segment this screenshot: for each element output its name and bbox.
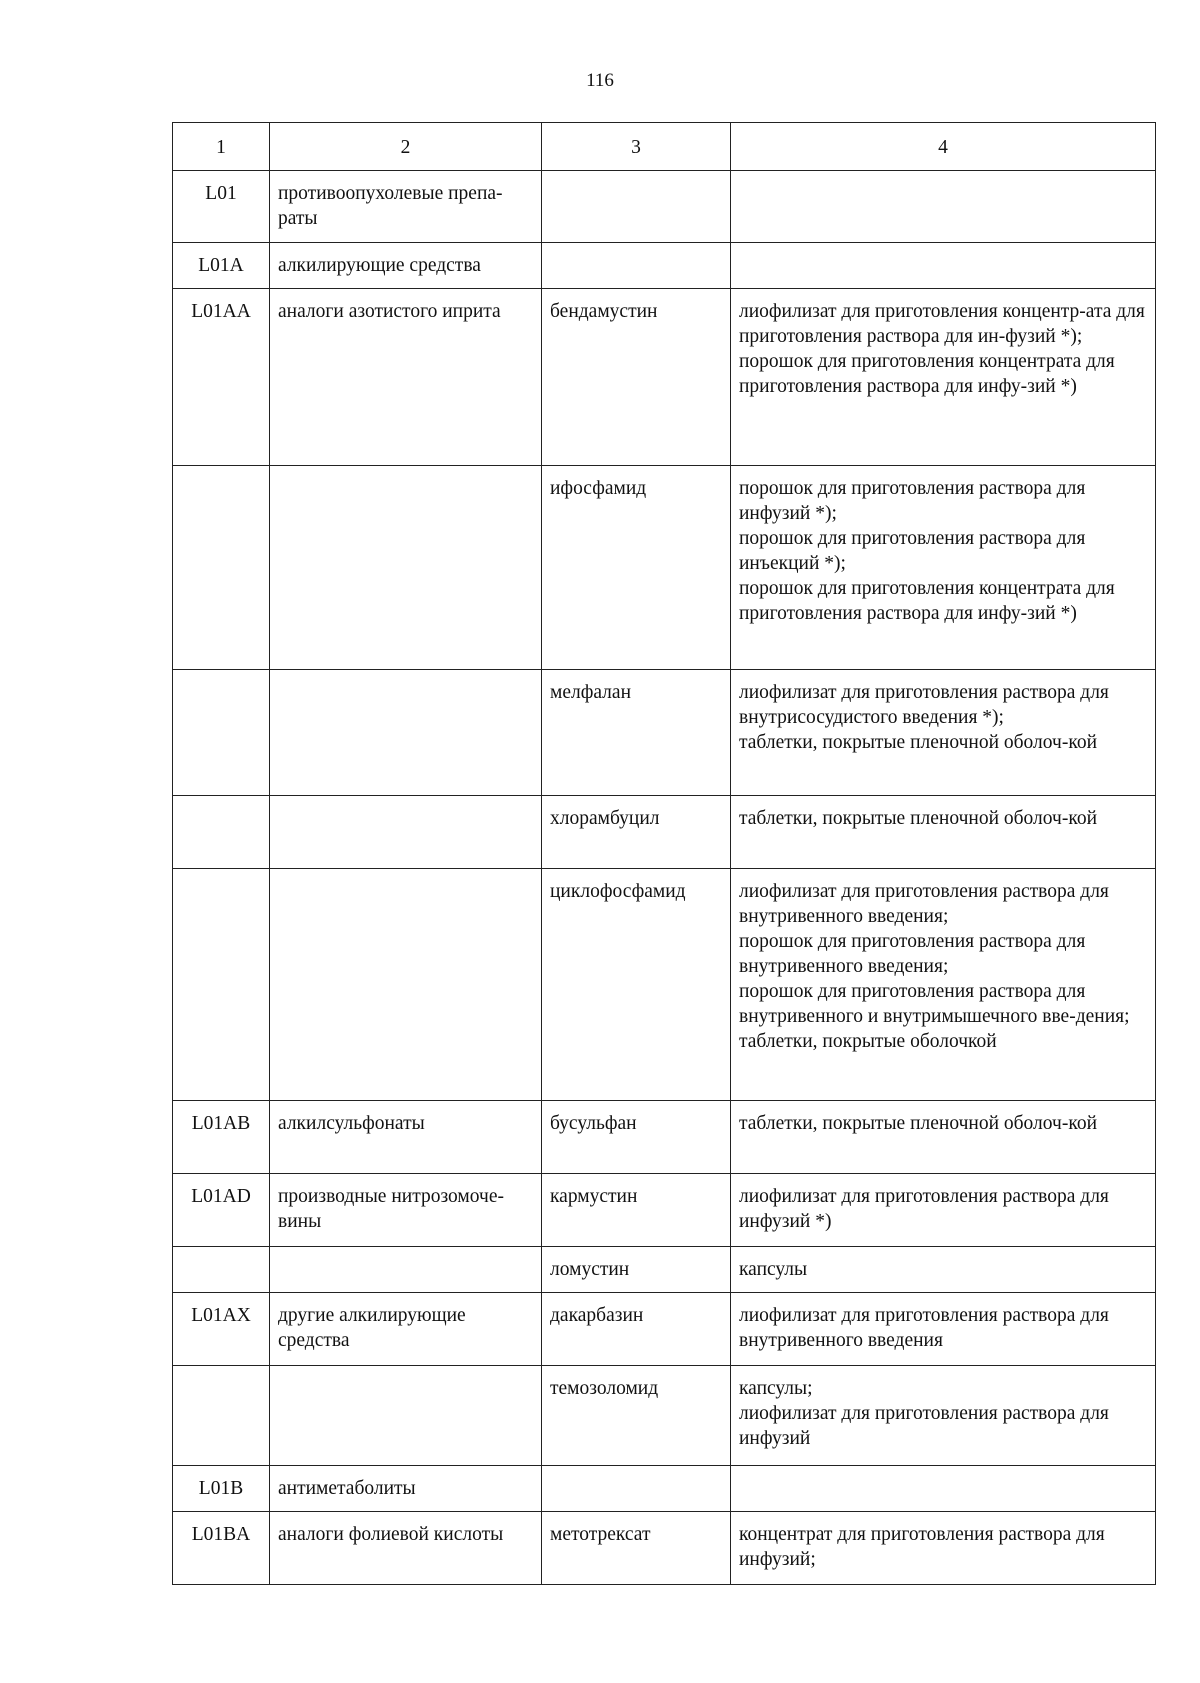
drug-name-cell: ифосфамид [542, 466, 731, 670]
dosage-form: таблетки, покрытые оболочкой [739, 1031, 997, 1052]
drug-name-cell [542, 1466, 731, 1512]
column-header: 2 [270, 123, 542, 171]
dosage-form: лиофилизат для приготовления раствора для внутривенного введения [739, 1305, 1109, 1351]
dosage-form: лиофилизат для приготовления концентр-ата для приготовления раствора для ин-фузий *); [739, 301, 1145, 347]
table-body [173, 171, 1156, 1585]
header-row [173, 123, 1156, 171]
table-row [173, 1512, 1156, 1585]
dosage-form: лиофилизат для приготовления раствора для внутривенного введения; [739, 881, 1109, 927]
atc-code-cell: L01AX [173, 1293, 270, 1366]
group-name-cell: антиметаболиты [270, 1466, 542, 1512]
drug-table [172, 122, 1156, 1585]
table-row [173, 1101, 1156, 1174]
dosage-forms-cell [731, 1512, 1156, 1585]
atc-code-cell: L01A [173, 243, 270, 289]
group-name-cell [270, 1247, 542, 1293]
drug-name-cell: темозоломид [542, 1366, 731, 1466]
group-name-cell: производные нитрозомоче-вины [270, 1174, 542, 1247]
dosage-form: капсулы [739, 1259, 808, 1280]
drug-name-cell: ломустин [542, 1247, 731, 1293]
dosage-forms-cell [731, 670, 1156, 796]
atc-code-cell: L01AB [173, 1101, 270, 1174]
drug-name-cell: метотрексат [542, 1512, 731, 1585]
dosage-forms-cell [731, 1247, 1156, 1293]
dosage-form: порошок для приготовления раствора для инъекций *); [739, 528, 1086, 574]
table-row [173, 1247, 1156, 1293]
atc-code-cell: L01 [173, 171, 270, 243]
drug-name-cell [542, 243, 731, 289]
dosage-form: капсулы; [739, 1378, 813, 1399]
dosage-form: концентрат для приготовления раствора для инфузий; [739, 1524, 1105, 1570]
dosage-forms-cell [731, 171, 1156, 243]
dosage-forms-cell [731, 289, 1156, 466]
group-name-cell [270, 869, 542, 1101]
table-row [173, 171, 1156, 243]
dosage-forms-cell [731, 1466, 1156, 1512]
dosage-forms-cell [731, 1174, 1156, 1247]
dosage-form: таблетки, покрытые пленочной оболоч-кой [739, 808, 1097, 829]
atc-code-cell [173, 466, 270, 670]
table-row [173, 1174, 1156, 1247]
dosage-forms-cell [731, 1293, 1156, 1366]
drug-name-cell: бусульфан [542, 1101, 731, 1174]
table-row [173, 670, 1156, 796]
dosage-form: таблетки, покрытые пленочной оболоч-кой [739, 1113, 1097, 1134]
column-header: 4 [731, 123, 1156, 171]
group-name-cell: аналоги фолиевой кислоты [270, 1512, 542, 1585]
dosage-forms-cell [731, 466, 1156, 670]
dosage-form: лиофилизат для приготовления раствора для инфузий [739, 1403, 1109, 1449]
group-name-cell: алкилирующие средства [270, 243, 542, 289]
dosage-form: таблетки, покрытые пленочной оболоч-кой [739, 732, 1097, 753]
atc-code-cell: L01AD [173, 1174, 270, 1247]
group-name-cell: алкилсульфонаты [270, 1101, 542, 1174]
page-number: 116 [586, 70, 614, 91]
atc-code-cell [173, 1247, 270, 1293]
dosage-form: порошок для приготовления концентрата для приготовления раствора для инфу-зий *) [739, 578, 1115, 624]
group-name-cell [270, 670, 542, 796]
group-name-cell [270, 796, 542, 869]
drug-name-cell: хлорамбуцил [542, 796, 731, 869]
drug-name-cell: циклофосфамид [542, 869, 731, 1101]
dosage-form: порошок для приготовления раствора для инфузий *); [739, 478, 1086, 524]
atc-code-cell: L01BA [173, 1512, 270, 1585]
atc-code-cell [173, 1366, 270, 1466]
drug-name-cell: дакарбазин [542, 1293, 731, 1366]
group-name-cell [270, 466, 542, 670]
dosage-form: порошок для приготовления раствора для внутривенного и внутримышечного вве-дения; [739, 981, 1130, 1027]
dosage-forms-cell [731, 1366, 1156, 1466]
table-row [173, 243, 1156, 289]
atc-code-cell [173, 869, 270, 1101]
atc-code-cell [173, 670, 270, 796]
dosage-form: лиофилизат для приготовления раствора для инфузий *) [739, 1186, 1109, 1232]
drug-name-cell: мелфалан [542, 670, 731, 796]
column-header: 3 [542, 123, 731, 171]
dosage-forms-cell [731, 243, 1156, 289]
table-row [173, 869, 1156, 1101]
table-row [173, 796, 1156, 869]
dosage-forms-cell [731, 796, 1156, 869]
drug-name-cell: бендамустин [542, 289, 731, 466]
group-name-cell: аналоги азотистого иприта [270, 289, 542, 466]
dosage-forms-cell [731, 869, 1156, 1101]
atc-code-cell [173, 796, 270, 869]
table-row [173, 1466, 1156, 1512]
drug-name-cell: кармустин [542, 1174, 731, 1247]
table-row [173, 1366, 1156, 1466]
column-header: 1 [173, 123, 270, 171]
dosage-form: лиофилизат для приготовления раствора для внутрисосудистого введения *); [739, 682, 1109, 728]
drug-name-cell [542, 171, 731, 243]
table-row [173, 289, 1156, 466]
dosage-forms-cell [731, 1101, 1156, 1174]
group-name-cell: противоопухолевые препа-раты [270, 171, 542, 243]
dosage-form: порошок для приготовления раствора для внутривенного введения; [739, 931, 1086, 977]
group-name-cell: другие алкилирующие средства [270, 1293, 542, 1366]
table-row [173, 1293, 1156, 1366]
dosage-form: порошок для приготовления концентрата для приготовления раствора для инфу-зий *) [739, 351, 1115, 397]
group-name-cell [270, 1366, 542, 1466]
table-row [173, 466, 1156, 670]
atc-code-cell: L01B [173, 1466, 270, 1512]
atc-code-cell: L01AA [173, 289, 270, 466]
